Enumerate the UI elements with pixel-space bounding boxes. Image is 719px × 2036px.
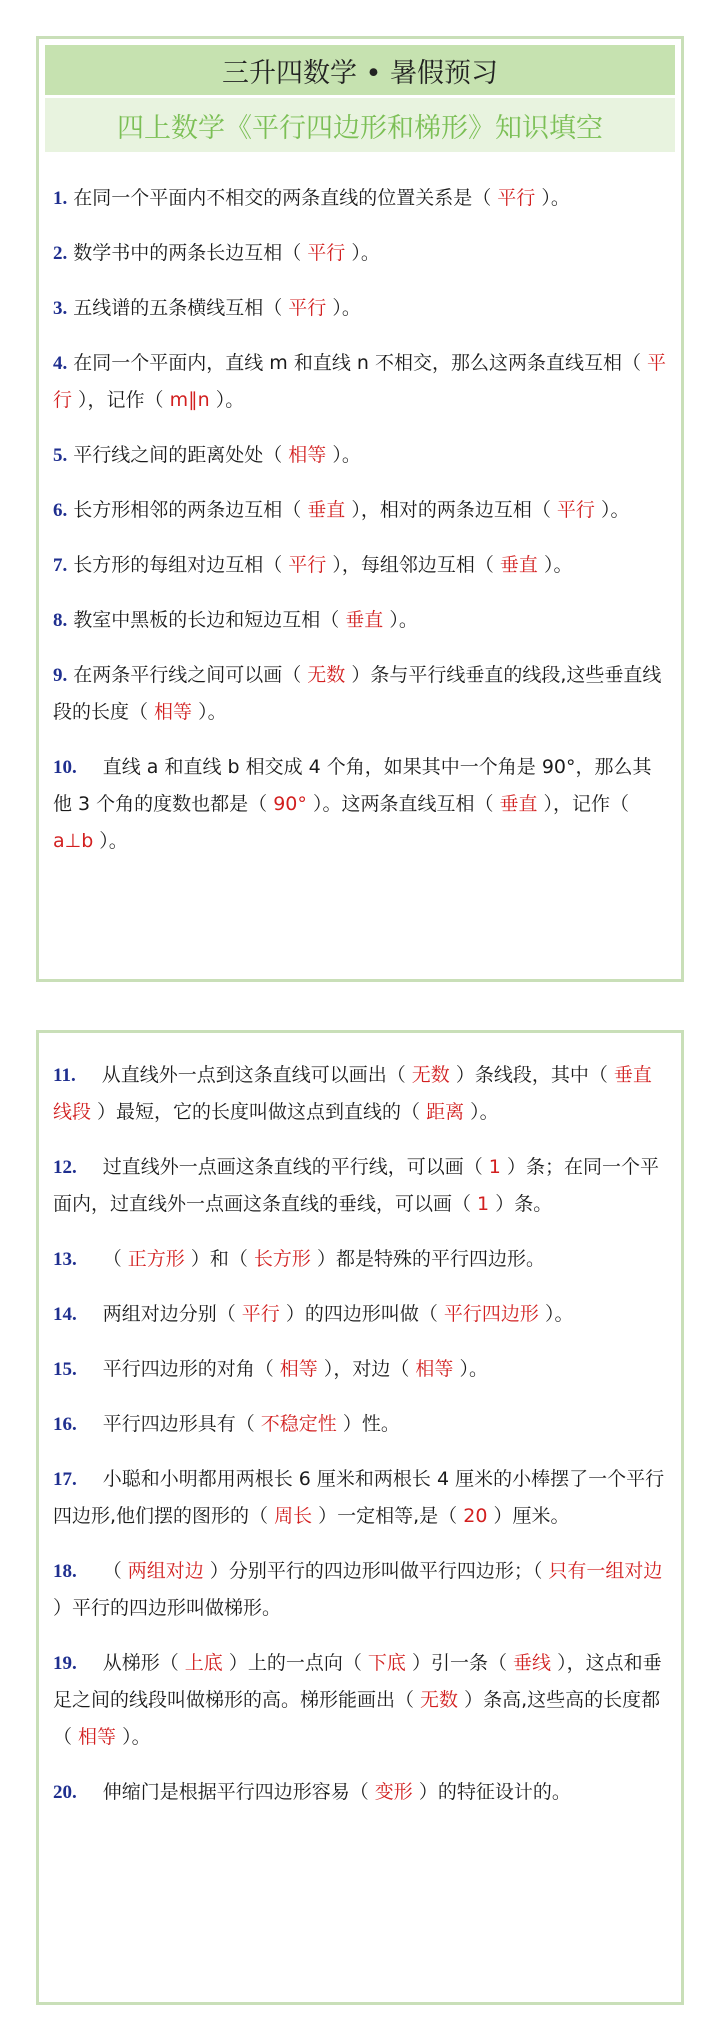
question-text: 在同一个平面内不相交的两条直线的位置关系是（	[73, 187, 492, 209]
question-text: 平行四边形的对角（	[102, 1358, 274, 1380]
answer: 平行四边形	[437, 1303, 545, 1325]
question-16	[53, 1406, 667, 1443]
answer: 平行	[550, 499, 601, 521]
answer: 正方形	[121, 1248, 191, 1270]
answer: 周长	[268, 1505, 319, 1527]
question-number: 17.	[53, 1469, 77, 1490]
question-text: ）和（	[190, 1248, 248, 1270]
answer: 平行	[491, 187, 542, 209]
question-19	[53, 1645, 667, 1756]
answer: 垂线	[506, 1652, 558, 1674]
question-14	[53, 1296, 667, 1333]
question-text: ）条；在同一个平面内，过直线外一点画这条直线的垂线，可以画（	[53, 1156, 659, 1215]
question-text: ）最短，它的长度叫做这点到直线的（	[97, 1101, 421, 1123]
question-text: 在两条平行线之间可以画（	[73, 664, 302, 686]
answer: 1	[482, 1156, 507, 1178]
question-text: ），对边（	[323, 1358, 410, 1380]
answer: 垂直	[301, 499, 352, 521]
answer: m∥n	[163, 389, 216, 411]
question-text: 从梯形（	[102, 1652, 179, 1674]
question-7	[53, 547, 667, 584]
question-text: ）条线段，其中（	[455, 1064, 608, 1086]
question-text: ）。	[600, 499, 630, 521]
question-number: 1.	[53, 188, 68, 209]
question-number: 14.	[53, 1304, 77, 1325]
question-text: 从直线外一点到这条直线可以画出（	[101, 1064, 406, 1086]
question-text: ），记作（	[78, 389, 164, 411]
question-text: ）。	[389, 609, 418, 631]
answer: 相等	[409, 1358, 460, 1380]
question-text: ）。	[544, 1303, 574, 1325]
question-text: 小聪和小明都用两根长 6 厘米和两根长 4 厘米的小棒摆了一个平行四边形,他们摆的图形的（	[53, 1468, 665, 1527]
answer: 20	[457, 1505, 494, 1527]
question-text: ）平行的四边形叫做梯形。	[53, 1597, 282, 1619]
question-9	[53, 657, 667, 731]
answer: 长方形	[247, 1248, 317, 1270]
question-13	[53, 1241, 667, 1278]
question-text: 平行线之间的距离处处（	[73, 444, 283, 466]
answer: 平行	[235, 1303, 286, 1325]
question-4	[53, 345, 667, 419]
answer: 无数	[405, 1064, 456, 1086]
page-subtitle: 四上数学《平行四边形和梯形》知识填空	[117, 112, 603, 144]
question-text: 平行四边形具有（	[102, 1413, 255, 1435]
worksheet-card-1	[36, 36, 684, 982]
question-text: ），这点和垂足之间的线段叫做梯形的高。梯形能画出（	[53, 1652, 662, 1711]
answer: 垂直	[493, 554, 544, 576]
question-text: ）。	[215, 389, 245, 411]
page-title: 三升四数学 • 暑假预习	[221, 57, 499, 89]
question-text: （	[102, 1560, 122, 1582]
question-text: ）。	[543, 554, 573, 576]
question-text: ）。这两条直线互相（	[312, 793, 494, 815]
question-15	[53, 1351, 667, 1388]
answer: 无数	[301, 664, 352, 686]
question-17	[53, 1461, 667, 1535]
question-text: 长方形的每组对边互相（	[73, 554, 283, 576]
question-number: 20.	[53, 1782, 77, 1803]
answer: 垂直	[339, 609, 390, 631]
answer: 相等	[148, 701, 199, 723]
question-11	[53, 1057, 667, 1131]
question-number: 8.	[53, 610, 68, 631]
question-text: ），每组邻边互相（	[332, 554, 494, 576]
question-number: 7.	[53, 555, 68, 576]
question-text: 过直线外一点画这条直线的平行线，可以画（	[102, 1156, 483, 1178]
question-text: ）。	[351, 242, 380, 264]
question-12	[53, 1149, 667, 1223]
answer: 无数	[414, 1689, 465, 1711]
question-text: 数学书中的两条长边互相（	[73, 242, 302, 264]
question-10	[53, 749, 667, 860]
question-number: 3.	[53, 298, 68, 319]
question-number: 19.	[53, 1653, 77, 1674]
question-text: 两组对边分别（	[102, 1303, 236, 1325]
question-text: ）都是特殊的平行四边形。	[316, 1248, 545, 1270]
answer: 平行	[301, 242, 352, 264]
question-text: ）厘米。	[493, 1505, 570, 1527]
question-text: ），相对的两条边互相（	[351, 499, 551, 521]
question-text: ）。	[122, 1726, 151, 1748]
answer: 相等	[273, 1358, 324, 1380]
answer: 距离	[420, 1101, 471, 1123]
question-text: ）条。	[495, 1193, 553, 1215]
answer: 上底	[178, 1652, 229, 1674]
question-number: 9.	[53, 665, 68, 686]
question-text: ）。	[99, 830, 128, 852]
question-number: 10.	[53, 757, 77, 778]
question-5	[53, 437, 667, 474]
answer: 下底	[361, 1652, 412, 1674]
question-text: ）。	[470, 1101, 499, 1123]
answer: 90°	[267, 793, 313, 815]
question-number: 15.	[53, 1359, 77, 1380]
title-band	[45, 45, 675, 95]
question-number: 2.	[53, 243, 68, 264]
answer: 两组对边	[121, 1560, 210, 1582]
question-text: 五线谱的五条横线互相（	[73, 297, 283, 319]
question-number: 6.	[53, 500, 68, 521]
question-number: 5.	[53, 445, 68, 466]
question-text: ）分别平行的四边形叫做平行四边形；（	[209, 1560, 543, 1582]
question-2	[53, 235, 667, 272]
question-number: 4.	[53, 353, 68, 374]
answer: 不稳定性	[254, 1413, 343, 1435]
question-list-2	[39, 1033, 681, 1811]
question-text: ），记作（	[543, 793, 630, 815]
answer: 平行	[282, 297, 333, 319]
question-text: 伸缩门是根据平行四边形容易（	[102, 1781, 369, 1803]
question-1	[53, 180, 667, 217]
answer: 只有一组对边	[542, 1560, 663, 1582]
question-list-1	[39, 152, 681, 860]
question-text: ）上的一点向（	[228, 1652, 362, 1674]
answer: 相等	[282, 444, 333, 466]
question-text: ）的四边形叫做（	[285, 1303, 438, 1325]
answer: 相等	[72, 1726, 123, 1748]
question-text: 直线 a 和直线 b 相交成 4 个角，如果其中一个角是 90°，那么其他 3 个角的度数也都是（	[53, 756, 652, 815]
question-text: ）条高,这些高的长度都（	[53, 1689, 661, 1748]
question-number: 18.	[53, 1561, 77, 1582]
answer: 变形	[368, 1781, 419, 1803]
question-18	[53, 1553, 667, 1627]
question-text: ）。	[198, 701, 227, 723]
question-text: ）。	[459, 1358, 488, 1380]
worksheet-card-2	[36, 1030, 684, 2005]
question-text: ）一定相等,是（	[318, 1505, 458, 1527]
question-number: 11.	[53, 1065, 76, 1086]
subtitle-band	[45, 98, 675, 152]
question-text: 长方形相邻的两条边互相（	[73, 499, 302, 521]
question-6	[53, 492, 667, 529]
question-text: ）条与平行线垂直的线段,这些垂直线段的长度（	[53, 664, 662, 723]
answer: a⊥b	[53, 830, 100, 852]
question-text: ）。	[541, 187, 570, 209]
question-text: ）。	[332, 444, 361, 466]
answer: 垂直	[493, 793, 544, 815]
question-20	[53, 1774, 667, 1811]
answer: 垂直线段	[53, 1064, 652, 1123]
question-number: 13.	[53, 1249, 77, 1270]
question-number: 16.	[53, 1414, 77, 1435]
answer: 1	[471, 1193, 496, 1215]
question-text: ）的特征设计的。	[418, 1781, 571, 1803]
question-text: ）引一条（	[411, 1652, 507, 1674]
answer: 平行	[282, 554, 333, 576]
question-number: 12.	[53, 1157, 77, 1178]
question-text: ）。	[332, 297, 361, 319]
question-text: 在同一个平面内，直线 m 和直线 n 不相交，那么这两条直线互相（	[73, 352, 641, 374]
question-3	[53, 290, 667, 327]
question-text: （	[102, 1248, 122, 1270]
question-8	[53, 602, 667, 639]
question-text: ）性。	[342, 1413, 400, 1435]
question-text: 教室中黑板的长边和短边互相（	[73, 609, 340, 631]
answer: 平行	[53, 352, 667, 411]
